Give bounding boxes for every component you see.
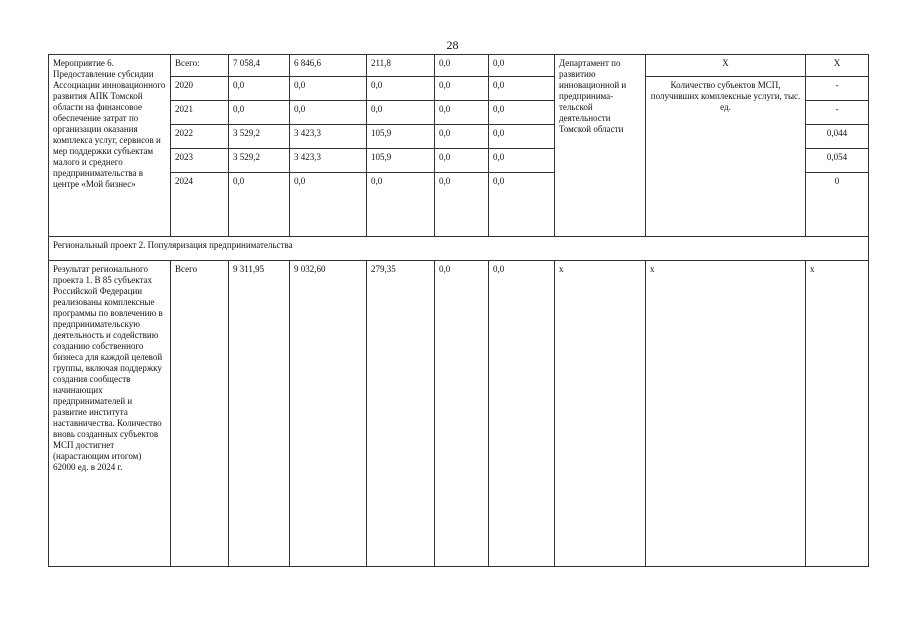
value-cell: 105,9	[367, 125, 435, 149]
program-table	[48, 54, 869, 567]
page-number: 28	[446, 38, 459, 52]
activity-6-executor: Департамент по развитию инновационной и предпринима-тельской деятельности Томской области	[555, 55, 646, 237]
indicator-value-header-cell: Х	[806, 55, 869, 77]
activity-6-name: Мероприятие 6. Предоставление субсидии Ассоциации инновационного развития АПК Томской области на финансовое обеспечение затрат по организации оказания комплекса услуг, сервисов и мер поддержки субъектам малого и среднего предпринимательства в центре «Мой бизнес»	[49, 55, 171, 237]
result-1-indicator: х	[646, 261, 806, 567]
value-cell: 279,35	[367, 261, 435, 567]
indicator-value-cell: -	[806, 101, 869, 125]
value-cell: 0,0	[229, 77, 290, 101]
value-cell: 0,0	[489, 125, 555, 149]
value-cell: 3 529,2	[229, 149, 290, 173]
value-cell: 0,0	[489, 173, 555, 237]
value-cell: 0,0	[229, 173, 290, 237]
indicator-value-cell: -	[806, 77, 869, 101]
value-cell: 0,0	[367, 77, 435, 101]
value-cell: 0,0	[290, 101, 367, 125]
year-cell: 2022	[171, 125, 229, 149]
indicator-value-cell: 0,054	[806, 149, 869, 173]
value-cell: 0,0	[435, 125, 489, 149]
year-cell: 2024	[171, 173, 229, 237]
year-cell: 2020	[171, 77, 229, 101]
value-cell: 0,0	[435, 101, 489, 125]
value-cell: 7 058,4	[229, 55, 290, 77]
value-cell: 0,0	[367, 101, 435, 125]
value-cell: 3 423,3	[290, 125, 367, 149]
result-1-value: х	[806, 261, 869, 567]
table-row	[49, 55, 869, 77]
value-cell: 211,8	[367, 55, 435, 77]
year-cell: Всего:	[171, 55, 229, 77]
value-cell: 0,0	[290, 173, 367, 237]
year-cell: Всего	[171, 261, 229, 567]
regional-project-title: Региональный проект 2. Популяризация предпринимательства	[49, 237, 869, 261]
value-cell: 9 311,95	[229, 261, 290, 567]
value-cell: 0,0	[367, 173, 435, 237]
value-cell: 0,0	[489, 261, 555, 567]
indicator-value-cell: 0,044	[806, 125, 869, 149]
value-cell: 0,0	[229, 101, 290, 125]
value-cell: 3 529,2	[229, 125, 290, 149]
value-cell: 105,9	[367, 149, 435, 173]
value-cell: 0,0	[489, 55, 555, 77]
indicator-value-cell: 0	[806, 173, 869, 237]
value-cell: 0,0	[489, 77, 555, 101]
indicator-header-cell: Х	[646, 55, 806, 77]
value-cell: 6 846,6	[290, 55, 367, 77]
value-cell: 3 423,3	[290, 149, 367, 173]
indicator-name-cell: Количество субъектов МСП, получивших комплексные услуги, тыс. ед.	[646, 77, 806, 237]
value-cell: 0,0	[435, 149, 489, 173]
value-cell: 0,0	[435, 55, 489, 77]
value-cell: 0,0	[435, 77, 489, 101]
table-row	[49, 261, 869, 567]
section-row	[49, 237, 869, 261]
value-cell: 0,0	[290, 77, 367, 101]
table-row	[49, 77, 869, 101]
value-cell: 0,0	[489, 149, 555, 173]
value-cell: 0,0	[489, 101, 555, 125]
value-cell: 0,0	[435, 261, 489, 567]
year-cell: 2021	[171, 101, 229, 125]
result-1-executor: х	[555, 261, 646, 567]
value-cell: 0,0	[435, 173, 489, 237]
value-cell: 9 032,60	[290, 261, 367, 567]
result-1-name: Результат регионального проекта 1. В 85 субъектах Российской Федерации реализованы комплексные программы по вовлечению в предпринимательскую деятельность и содействию созданию собственного бизнеса для каждой целевой группы, включая поддержку создания сообществ начинающих предпринимателей и развитие института наставничества. Количество вновь созданных субъектов МСП достигнет (нарастающим итогом) 62000 ед. в 2024 г.	[49, 261, 171, 567]
year-cell: 2023	[171, 149, 229, 173]
